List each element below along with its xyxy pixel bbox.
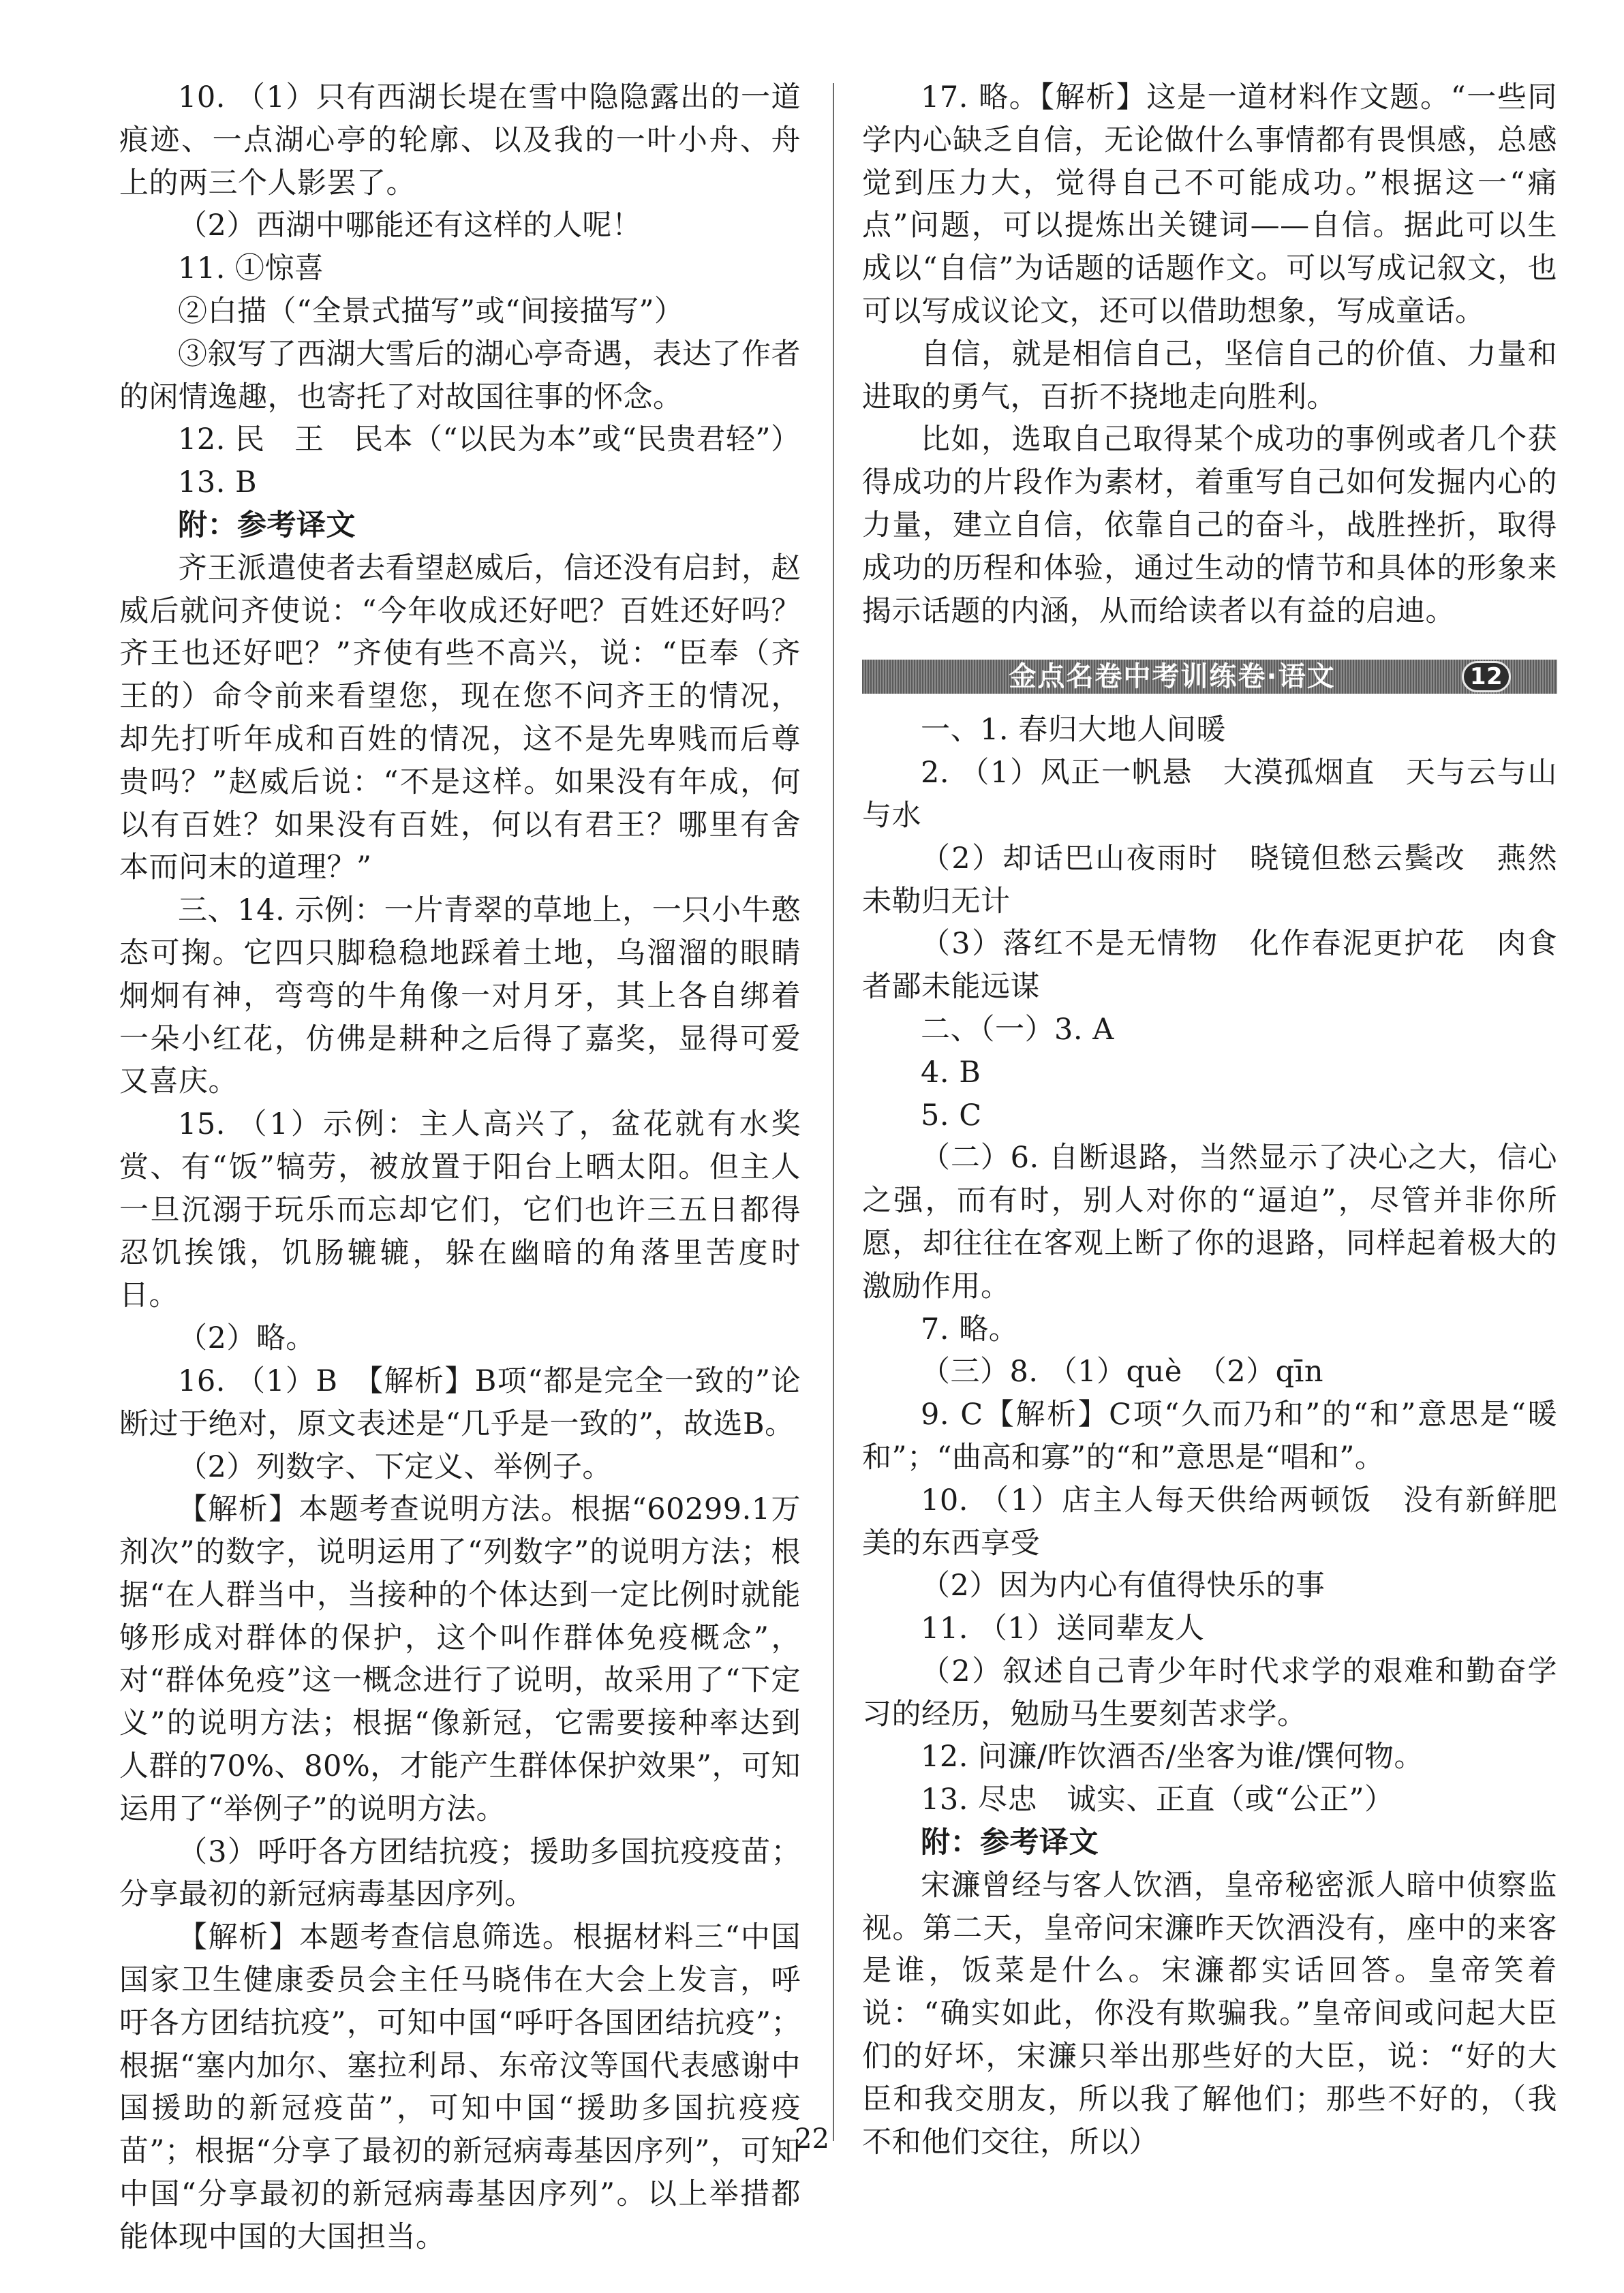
analysis-16-2: 【解析】本题考查说明方法。根据“60299.1万剂次”的数字，说明运用了“列数字”的说明方法；根据“在人群当中，当接种的个体达到一定比例时就能够形成对群体的保护，这个叫作群体免疫概念”，对“群体免疫”这一概念进行了说明，故采用了“下定义”的说明方法；根据“像新冠，它需要接种率达到人群的70%、80%，才能产生群体保护效果”，可知运用了“举例子”的说明方法。 bbox=[119, 1492, 801, 1826]
section-banner bbox=[862, 660, 1557, 694]
answer-1: 一、1. 春归大地人间暖 bbox=[921, 713, 1226, 748]
answer-16-1: 16. （1）B 【解析】B项“都是完全一致的”论断过于绝对，原文表述是“几乎是一致的”，故选B。 bbox=[119, 1364, 801, 1441]
right-column bbox=[862, 76, 1557, 2164]
answer-17: 17. 略。【解析】这是一道材料作文题。“一些同学内心缺乏自信，无论做什么事情都有畏惧感，总感觉到压力大，觉得自己不可能成功。”根据这一“痛点”问题，可以提炼出关键词——自信。据此可以生成以“自信”为话题的话题作文。可以写成记叙文，也可以写成议论文，还可以借助想象，写成童话。 bbox=[862, 80, 1557, 328]
translation-text: 齐王派遣使者去看望赵威后，信还没有启封，赵威后就问齐使说：“今年收成还好吧？百姓还好吗？齐王也还好吧？”齐使有些不高兴，说：“臣奉（齐王的）命令前来看望您，现在您不问齐王的情况，却先打听年成和百姓的情况，这不是先卑贱而后尊贵吗？”赵威后说：“不是这样。如果没有年成，何以有百姓？如果没有百姓，何以有君王？哪里有舍本而问末的道理？” bbox=[119, 551, 801, 885]
answer-15-2: （2）略。 bbox=[178, 1321, 316, 1356]
page-number: 22 bbox=[795, 2123, 829, 2155]
column-divider bbox=[833, 83, 834, 2141]
answer-13-right: 13. 尽忠 诚实、正直（或“公正”） bbox=[921, 1783, 1394, 1817]
section-number-badge: 12 bbox=[1462, 661, 1511, 692]
answer-17-para-2: 自信，就是相信自己，坚信自己的价值、力量和进取的勇气，百折不挠地走向胜利。 bbox=[862, 337, 1557, 414]
answer-11-1: 11. ①惊喜 bbox=[178, 251, 324, 286]
answer-12-right: 12. 问濂/昨饮酒否/坐客为谁/馔何物。 bbox=[921, 1740, 1424, 1774]
answer-10-2-right: （2）因为内心有值得快乐的事 bbox=[921, 1569, 1326, 1603]
answer-10-1-right: 10. （1）店主人每天供给两顿饭 没有新鲜肥美的东西享受 bbox=[862, 1483, 1557, 1560]
answer-10-1: 10. （1）只有西湖长堤在雪中隐隐露出的一道痕迹、一点湖心亭的轮廓、以及我的一叶小舟、舟上的两三个人影罢了。 bbox=[119, 80, 801, 200]
answer-4: 4. B bbox=[921, 1055, 981, 1090]
answer-14: 三、14. 示例：一片青翠的草地上，一只小牛憨态可掬。它四只脚稳稳地踩着土地，乌溜溜的眼睛炯炯有神，弯弯的牛角像一对月牙，其上各自绑着一朵小红花，仿佛是耕种之后得了嘉奖，显得可爱又喜庆。 bbox=[119, 893, 801, 1099]
answer-15-1: 15. （1）示例：主人高兴了，盆花就有水奖赏、有“饭”犒劳，被放置于阳台上晒太阳。但主人一旦沉溺于玩乐而忘却它们，它们也许三五日都得忍饥挨饿，饥肠辘辘，躲在幽暗的角落里苦度时日。 bbox=[119, 1107, 801, 1313]
answer-16-2: （2）列数字、下定义、举例子。 bbox=[178, 1449, 612, 1484]
translation-heading: 附：参考译文 bbox=[178, 508, 356, 542]
answer-8: （三）8. （1）què （2）qīn bbox=[921, 1355, 1324, 1389]
answer-2-2: （2）却话巴山夜雨时 晓镜但愁云鬓改 燕然未勒归无计 bbox=[862, 841, 1557, 919]
answer-7: 7. 略。 bbox=[921, 1312, 1019, 1346]
answer-3: 二、（一）3. A bbox=[921, 1012, 1114, 1047]
answer-5: 5. C bbox=[921, 1098, 982, 1133]
answer-11-2: ②白描（“全景式描写”或“间接描写”） bbox=[178, 294, 684, 328]
answer-9: 9. C【解析】C项“久而乃和”的“和”意思是“暖和”；“曲高和寡”的“和”意思是“唱和”。 bbox=[862, 1398, 1557, 1475]
answer-6: （二）6. 自断退路，当然显示了决心之大，信心之强，而有时，别人对你的“逼迫”，尽管并非你所愿，却往往在客观上断了你的退路，同样起着极大的激励作用。 bbox=[862, 1141, 1557, 1304]
answer-2-1: 2. （1）风正一帆悬 大漠孤烟直 天与云与山与水 bbox=[862, 756, 1557, 833]
translation-heading-right: 附：参考译文 bbox=[921, 1826, 1099, 1860]
answer-10-2: （2）西湖中哪能还有这样的人呢！ bbox=[178, 209, 642, 243]
left-column bbox=[119, 76, 801, 2259]
section-banner-title: 金点名卷中考训练卷·语文 bbox=[1009, 660, 1336, 692]
answer-11-2-right: （2）叙述自己青少年时代求学的艰难和勤奋学习的经历，勉励马生要刻苦求学。 bbox=[862, 1654, 1557, 1732]
answer-16-3: （3）呼吁各方团结抗疫；援助多国抗疫疫苗；分享最初的新冠病毒基因序列。 bbox=[119, 1834, 801, 1912]
answer-2-3: （3）落红不是无情物 化作春泥更护花 肉食者鄙未能远谋 bbox=[862, 927, 1557, 1004]
analysis-16-3: 【解析】本题考查信息筛选。根据材料三“中国国家卫生健康委员会主任马晓伟在大会上发言，呼吁各方团结抗疫”，可知中国“呼吁各国团结抗疫”；根据“塞内加尔、塞拉利昂、东帝汶等国代表感谢中国援助的新冠疫苗”，可知中国“援助多国抗疫疫苗”；根据“分享了最初的新冠病毒基因序列”，可知中国“分享最初的新冠病毒基因序列”。以上举措都能体现中国的大国担当。 bbox=[119, 1920, 801, 2254]
answer-17-para-3: 比如，选取自己取得某个成功的事例或者几个获得成功的片段作为素材，着重写自己如何发掘内心的力量，建立自信，依靠自己的奋斗，战胜挫折，取得成功的历程和体验，通过生动的情节和具体的形象来揭示话题的内涵，从而给读者以有益的启迪。 bbox=[862, 422, 1557, 628]
translation-text-right: 宋濂曾经与客人饮酒，皇帝秘密派人暗中侦察监视。第二天，皇帝问宋濂昨天饮酒没有，座中的来客是谁，饭菜是什么。宋濂都实话回答。皇帝笑着说：“确实如此，你没有欺骗我。”皇帝间或问起大臣们的好坏，宋濂只举出那些好的大臣，说：“好的大臣和我交朋友，所以我了解他们；那些不好的，（我不和他们交往，所以） bbox=[862, 1868, 1557, 2159]
answer-12: 12. 民 王 民本（“以民为本”或“民贵君轻”） bbox=[178, 422, 801, 457]
answer-11-3: ③叙写了西湖大雪后的湖心亭奇遇，表达了作者的闲情逸趣，也寄托了对故国往事的怀念。 bbox=[119, 337, 801, 414]
answer-13: 13. B bbox=[178, 465, 258, 500]
answer-11-1-right: 11. （1）送同辈友人 bbox=[921, 1612, 1205, 1646]
